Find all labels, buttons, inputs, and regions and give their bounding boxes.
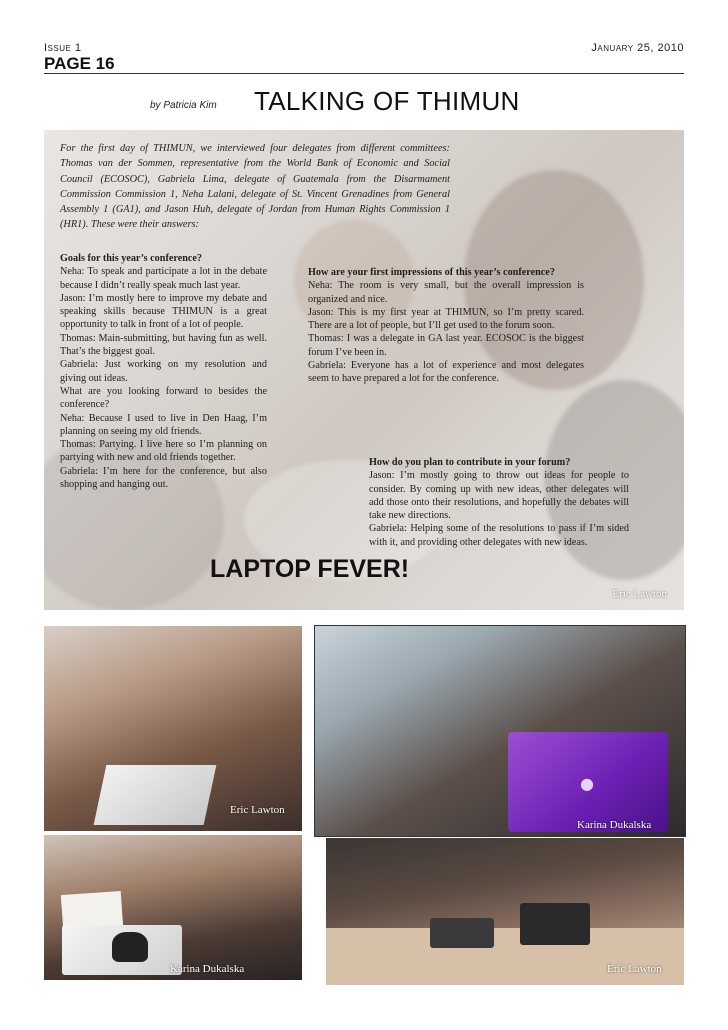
- interview-answer: What are you looking forward to besides the conference?: [60, 385, 267, 411]
- laptop-sticker-graphic: [112, 932, 148, 962]
- interview-question: How do you plan to contribute in your forum?: [369, 457, 571, 468]
- interview-answer: Neha: The room is very small, but the overall impression is organized and nice.: [308, 280, 584, 305]
- interview-answer: Gabriela: Helping some of the resolutions to pass if I’m sided with it, and providing other delegates with new ideas.: [369, 523, 629, 548]
- interview-column-1: [60, 252, 267, 491]
- table-graphic: [326, 928, 684, 985]
- page-number: PAGE 16: [44, 54, 115, 73]
- interview-column-3: [369, 456, 629, 549]
- interview-answer: Neha: Because I used to live in Den Haag, I’m planning on seeing my old friends.: [60, 412, 267, 437]
- interview-answer: Jason: I’m mostly going to throw out ideas for people to consider. By coming up with new ideas, other delegates will add those onto their resolutions, and hopefully the debates will take new directions.: [369, 470, 629, 522]
- article-intro: For the first day of THIMUN, we interviewed four delegates from different committees: Thomas van der Sommen, representative from the World Bank of Economic and Social Council (ECOSOC), Gabriela Lima, delegate of Guatemala from the Disarmament Commission Commission 1, Neha Lalani, delegate of St. Vincent Grenadines from General Assembly 1 (GA1), and Jason Huh, delegate of Jordan from Human Rights Commission 1 (HR1). These were their answers:: [60, 143, 450, 231]
- photo-caption: Karina Dukalska: [170, 963, 245, 975]
- interview-answer: Neha: To speak and participate a lot in the debate because I didn’t really speak much last year.: [60, 266, 267, 291]
- issue-label: Issue 1: [44, 42, 82, 54]
- interview-answer: Gabriela: Just working on my resolution and giving out ideas.: [60, 359, 267, 384]
- interview-answer: Thomas: Partying. I live here so I’m planning on partying with new and old friends together.: [60, 439, 267, 464]
- interview-answer: Gabriela: Everyone has a lot of experience and most delegates seem to have prepared a lot for the conference.: [308, 360, 584, 385]
- interview-answer: Jason: This is my first year at THIMUN, so I’m pretty scared. There are a lot of people, but I’ll get used to the forum soon.: [308, 306, 584, 332]
- section-heading: LAPTOP FEVER!: [210, 555, 410, 583]
- interview-answer: Jason: I’m mostly here to improve my debate and speaking skills because THIMUN is a great opportunity to talk in front of a lot of people.: [60, 292, 267, 331]
- apple-logo-icon: ●: [580, 774, 594, 793]
- byline: by Patricia Kim: [150, 100, 217, 111]
- issue-date: January 25, 2010: [591, 42, 684, 54]
- article-title: TALKING OF THIMUN: [254, 86, 520, 116]
- interview-column-2: [308, 266, 584, 386]
- interview-answer: Gabriela: I’m here for the conference, but also shopping and hanging out.: [60, 465, 267, 491]
- photo-caption: Eric Lawton: [230, 804, 285, 816]
- interview-answer: Thomas: I was a delegate in GA last year. ECOSOC is the biggest forum I’ve been in.: [308, 333, 584, 358]
- photo-caption: Karina Dukalska: [577, 819, 652, 831]
- photo-caption: Eric Lawton: [607, 963, 662, 975]
- interview-question: How are your first impressions of this year’s conference?: [308, 267, 555, 278]
- laptop-graphic-3: [520, 903, 590, 945]
- photo-credit: Eric Lawton: [612, 588, 667, 600]
- interview-answer: Thomas: Main-submitting, but having fun as well. That’s the biggest goal.: [60, 332, 267, 358]
- laptop-graphic-4: [430, 918, 494, 948]
- header-rule: [44, 73, 684, 74]
- laptop-graphic: [94, 765, 217, 825]
- interview-question: Goals for this year’s conference?: [60, 253, 203, 264]
